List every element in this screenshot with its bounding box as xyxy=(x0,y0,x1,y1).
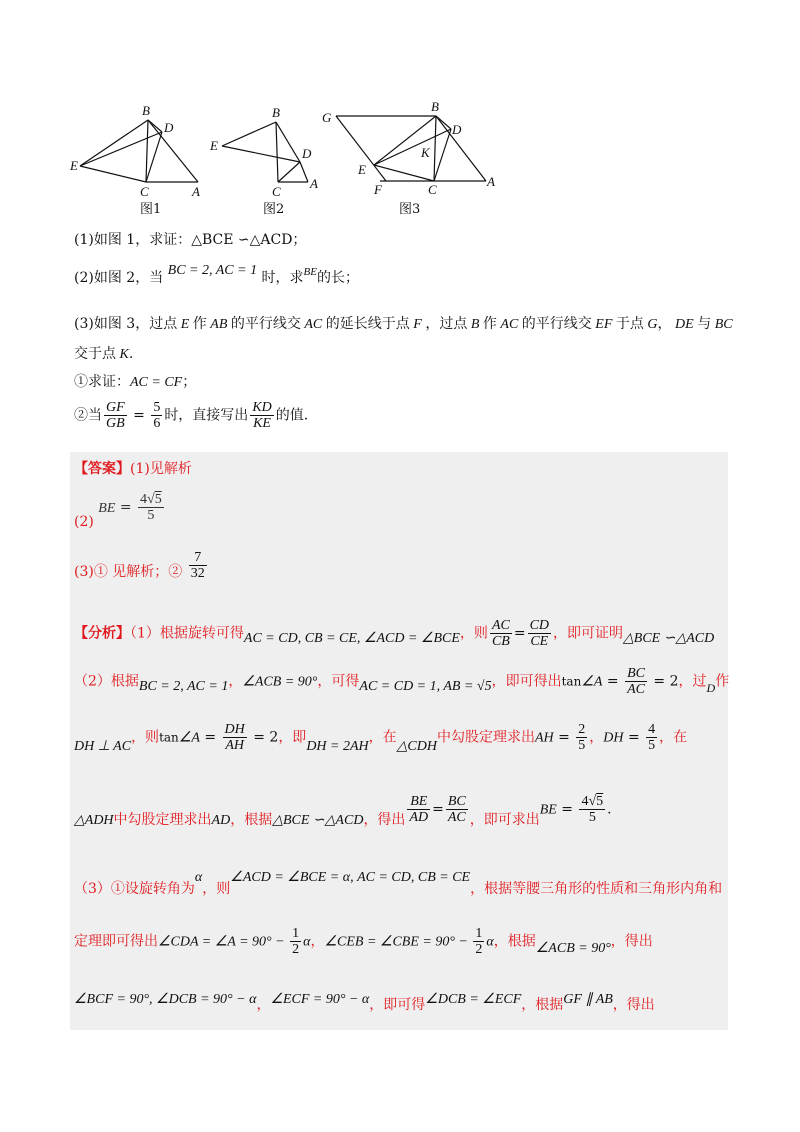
analysis-4-a: 中勾股定理求出 xyxy=(113,811,212,828)
q3-text-g: 的平行线交 xyxy=(521,316,592,332)
fig2-label-a: A xyxy=(310,176,318,191)
q3-sub2-text-a: ②当 xyxy=(74,407,102,424)
q3-sub2-text-c: 的值. xyxy=(275,407,309,424)
answer-1: (1)见解析 xyxy=(130,461,192,477)
analysis-7-m1: ∠BCF = 90°, ∠DCB = 90° − α xyxy=(74,992,257,1007)
figure-1-diagram xyxy=(68,100,208,212)
analysis-1-d: △BCE ∽△ACD xyxy=(623,630,715,646)
analysis-3-m2: DH = 2AH xyxy=(306,738,369,754)
q2-text-a: (2)如图 2，当 xyxy=(74,270,164,286)
fig2-label-e: E xyxy=(210,138,218,153)
analysis-4-c: ，得出 xyxy=(363,811,406,828)
analysis-2-m3: AC = CD = 1, AB = √5 xyxy=(359,678,492,694)
analysis-3-e: ，在 xyxy=(659,729,688,746)
analysis-line-3: DH ⊥ AC，则tan∠A = $\frac{DH}{AH}$ = 2，即DH = 2AH，在△CDH中勾股定理求出AH = $\frac{2}{5}$ ，DH = $\frac{4}{5}$ ，在 xyxy=(74,722,688,754)
q3-text-e: ，过点 xyxy=(425,316,468,332)
analysis-3-m1: DH ⊥ AC xyxy=(74,738,132,754)
q3-line2-text: 交于点 xyxy=(74,346,116,362)
answer-3: (3)① 见解析；② xyxy=(74,563,183,580)
analysis-line-7: ∠BCF = 90°, ∠DCB = 90° − α，∠ECF = 90° − α，即可得∠DCB = ∠ECF，根据GF ∥ AB，得出 xyxy=(74,992,655,1013)
analysis-4-m2: △BCE ∽△ACD xyxy=(272,812,364,828)
analysis-2-e: 作 xyxy=(715,673,730,690)
question-3: (3)如图 3，过点 E 作 AB 的平行线交 AC 的延长线于点 F ，过点 B 作 AC 的平行线交 EF 于点 G， DE 与 BC xyxy=(74,316,733,332)
fig3-label-e: E xyxy=(358,162,366,177)
analysis-1-c: ，即可证明 xyxy=(553,625,624,642)
q3-text-j: 与 xyxy=(697,316,712,332)
analysis-2-a: （2）根据 xyxy=(74,673,139,690)
q3-sub1-math: AC = CF xyxy=(130,375,183,390)
fig2-label-b: B xyxy=(272,105,280,120)
figure-3 xyxy=(318,98,508,212)
analysis-line-2: （2）根据BC = 2, AC = 1，∠ACB = 90°，可得AC = CD = 1, AB = √5，即可得出tan∠A = $\frac{BC}{AC}$ = 2，过D作 xyxy=(74,666,730,697)
analysis-7-m3: ∠DCB = ∠ECF xyxy=(425,992,522,1007)
q2-text-d: 的长； xyxy=(316,270,359,286)
analysis-3-d: 中勾股定理求出 xyxy=(436,729,535,746)
fig3-label-a: A xyxy=(487,174,495,189)
analysis-3-b: ，即 xyxy=(278,729,307,746)
q3-text-i: ， xyxy=(657,316,672,332)
fig3-label-k: K xyxy=(421,145,430,160)
question-1: (1)如图 1，求证：△BCE ∽△ACD； xyxy=(74,232,307,248)
analysis-6-a: 定理即可得出 xyxy=(74,933,158,950)
analysis-2-c: ，即可得出 xyxy=(491,673,562,690)
analysis-7-m2: ∠ECF = 90° − α xyxy=(270,992,370,1007)
answer-line-3 xyxy=(74,550,209,581)
fig3-label-d: D xyxy=(452,122,462,137)
q3-text-b: 作 xyxy=(192,316,207,332)
q2-condition: BC = 2, AC = 1 xyxy=(167,263,258,278)
q3-text-c: 的平行线交 xyxy=(230,316,301,332)
fig1-label-d: D xyxy=(164,120,174,135)
analysis-1-a: （1）根据旋转可得 xyxy=(130,625,244,642)
figure-2 xyxy=(208,100,328,212)
figure-2-caption: 图2 xyxy=(263,202,285,217)
figure-3-caption: 图3 xyxy=(399,202,421,217)
question-3-line2: 交于点 K. xyxy=(74,346,134,362)
q3-text-d: 的延长线于点 xyxy=(325,316,410,332)
q2-target: BE xyxy=(303,266,317,278)
analysis-4-b: ，根据 xyxy=(230,811,273,828)
analysis-2-d: ，过 xyxy=(678,673,707,690)
analysis-5-c: ，根据等腰三角形的性质和三角形内角和 xyxy=(470,881,723,897)
fig3-label-f: F xyxy=(374,182,382,197)
analysis-line-4: △ADH中勾股定理求出AD，根据△BCE ∽△ACD，得出 $\frac{BE}{AD}$ = $\frac{BC}{AC}$ ，即可求出BE = $\frac{4√5}{5}$ . xyxy=(74,794,612,828)
answer-3-numerator: 7 xyxy=(189,550,207,566)
analysis-line-1: 【分析】（1）根据旋转可得AC = CD, CB = CE, ∠ACD = ∠BCE，则 $\frac{AC}{CB}$ = $\frac{CD}{CE}$ ，即可证明△BCE ∽△ACD xyxy=(74,618,715,649)
fig1-label-a: A xyxy=(192,184,200,199)
analysis-1-math: AC = CD, CB = CE, ∠ACD = ∠BCE xyxy=(243,630,460,646)
answer-3-denominator: 32 xyxy=(190,566,205,581)
answer-line-1 xyxy=(74,458,192,478)
fig3-label-c: C xyxy=(428,182,437,197)
question-2 xyxy=(74,263,359,289)
analysis-3-c: ，在 xyxy=(368,729,397,746)
analysis-6-c: ，得出 xyxy=(610,933,653,950)
analysis-3-m3: △CDH xyxy=(396,738,437,754)
analysis-label: 【分析】 xyxy=(74,625,130,642)
fig1-label-e: E xyxy=(70,158,78,173)
analysis-line-6: 定理即可得出∠CDA = ∠A = 90° − $\frac{1}{2}$ α，∠CEB = ∠CBE = 90° − $\frac{1}{2}$ α，根据∠ACB = 90°，得出 xyxy=(74,926,653,957)
answer-2-prefix: (2) xyxy=(74,513,94,530)
answer-label: 【答案】 xyxy=(74,461,130,477)
analysis-7-c: ，得出 xyxy=(612,997,655,1013)
fig3-label-g: G xyxy=(322,110,332,125)
fig1-label-c: C xyxy=(140,184,149,199)
figure-2-diagram xyxy=(208,100,328,212)
fig1-label-b: B xyxy=(142,103,150,118)
analysis-line-5: （3）①设旋转角为α，则∠ACD = ∠BCE = α, AC = CD, CB = CE，根据等腰三角形的性质和三角形内角和 xyxy=(74,870,723,897)
q2-text-b: 时，求 xyxy=(261,270,304,286)
analysis-3-a: ，则 xyxy=(131,729,160,746)
question-3-sub1 xyxy=(74,372,196,393)
analysis-6-b: ，根据 xyxy=(493,933,536,950)
analysis-5-b: ，则 xyxy=(202,881,231,897)
figure-3-diagram xyxy=(318,98,508,212)
analysis-5-m1: ∠ACD = ∠BCE = α, AC = CD, CB = CE xyxy=(230,870,471,885)
analysis-4-d: ，即可求出 xyxy=(469,811,540,828)
fig2-label-c: C xyxy=(272,184,281,199)
analysis-5-a: （3）①设旋转角为 xyxy=(74,881,195,897)
analysis-7-m4: GF ∥ AB xyxy=(563,992,613,1007)
q3-text-a: (3)如图 3，过点 xyxy=(74,316,178,332)
question-3-sub2: ②当 $\frac{GF}{GB}$ = $\frac{5}{6}$ 时，直接写出 $\frac{KD}{KE}$ 的值. xyxy=(74,400,309,431)
analysis-2-m2: ∠ACB = 90° xyxy=(242,674,318,690)
figure-1-caption: 图1 xyxy=(140,202,162,217)
fig3-label-b: B xyxy=(431,99,439,114)
fig2-label-d: D xyxy=(302,146,312,161)
figure-1 xyxy=(68,100,208,212)
analysis-4-m1: △ADH xyxy=(74,812,114,828)
analysis-2-m1: BC = 2, AC = 1 xyxy=(138,678,229,694)
analysis-7-a: ，即可得 xyxy=(369,997,426,1013)
q3-sub2-text-b: 时，直接写出 xyxy=(164,407,249,424)
analysis-2-b: ，可得 xyxy=(317,673,360,690)
analysis-7-b: ，根据 xyxy=(521,997,564,1013)
q3-sub1-text-b: ； xyxy=(182,374,197,390)
q3-text-h: 于点 xyxy=(615,316,644,332)
answer-line-2: (2) BE = $\frac{4√5}{5}$ xyxy=(74,492,162,530)
analysis-1-b: ，则 xyxy=(459,625,488,642)
q3-text-f: 作 xyxy=(482,316,497,332)
q3-sub1-text-a: ①求证： xyxy=(74,374,130,390)
